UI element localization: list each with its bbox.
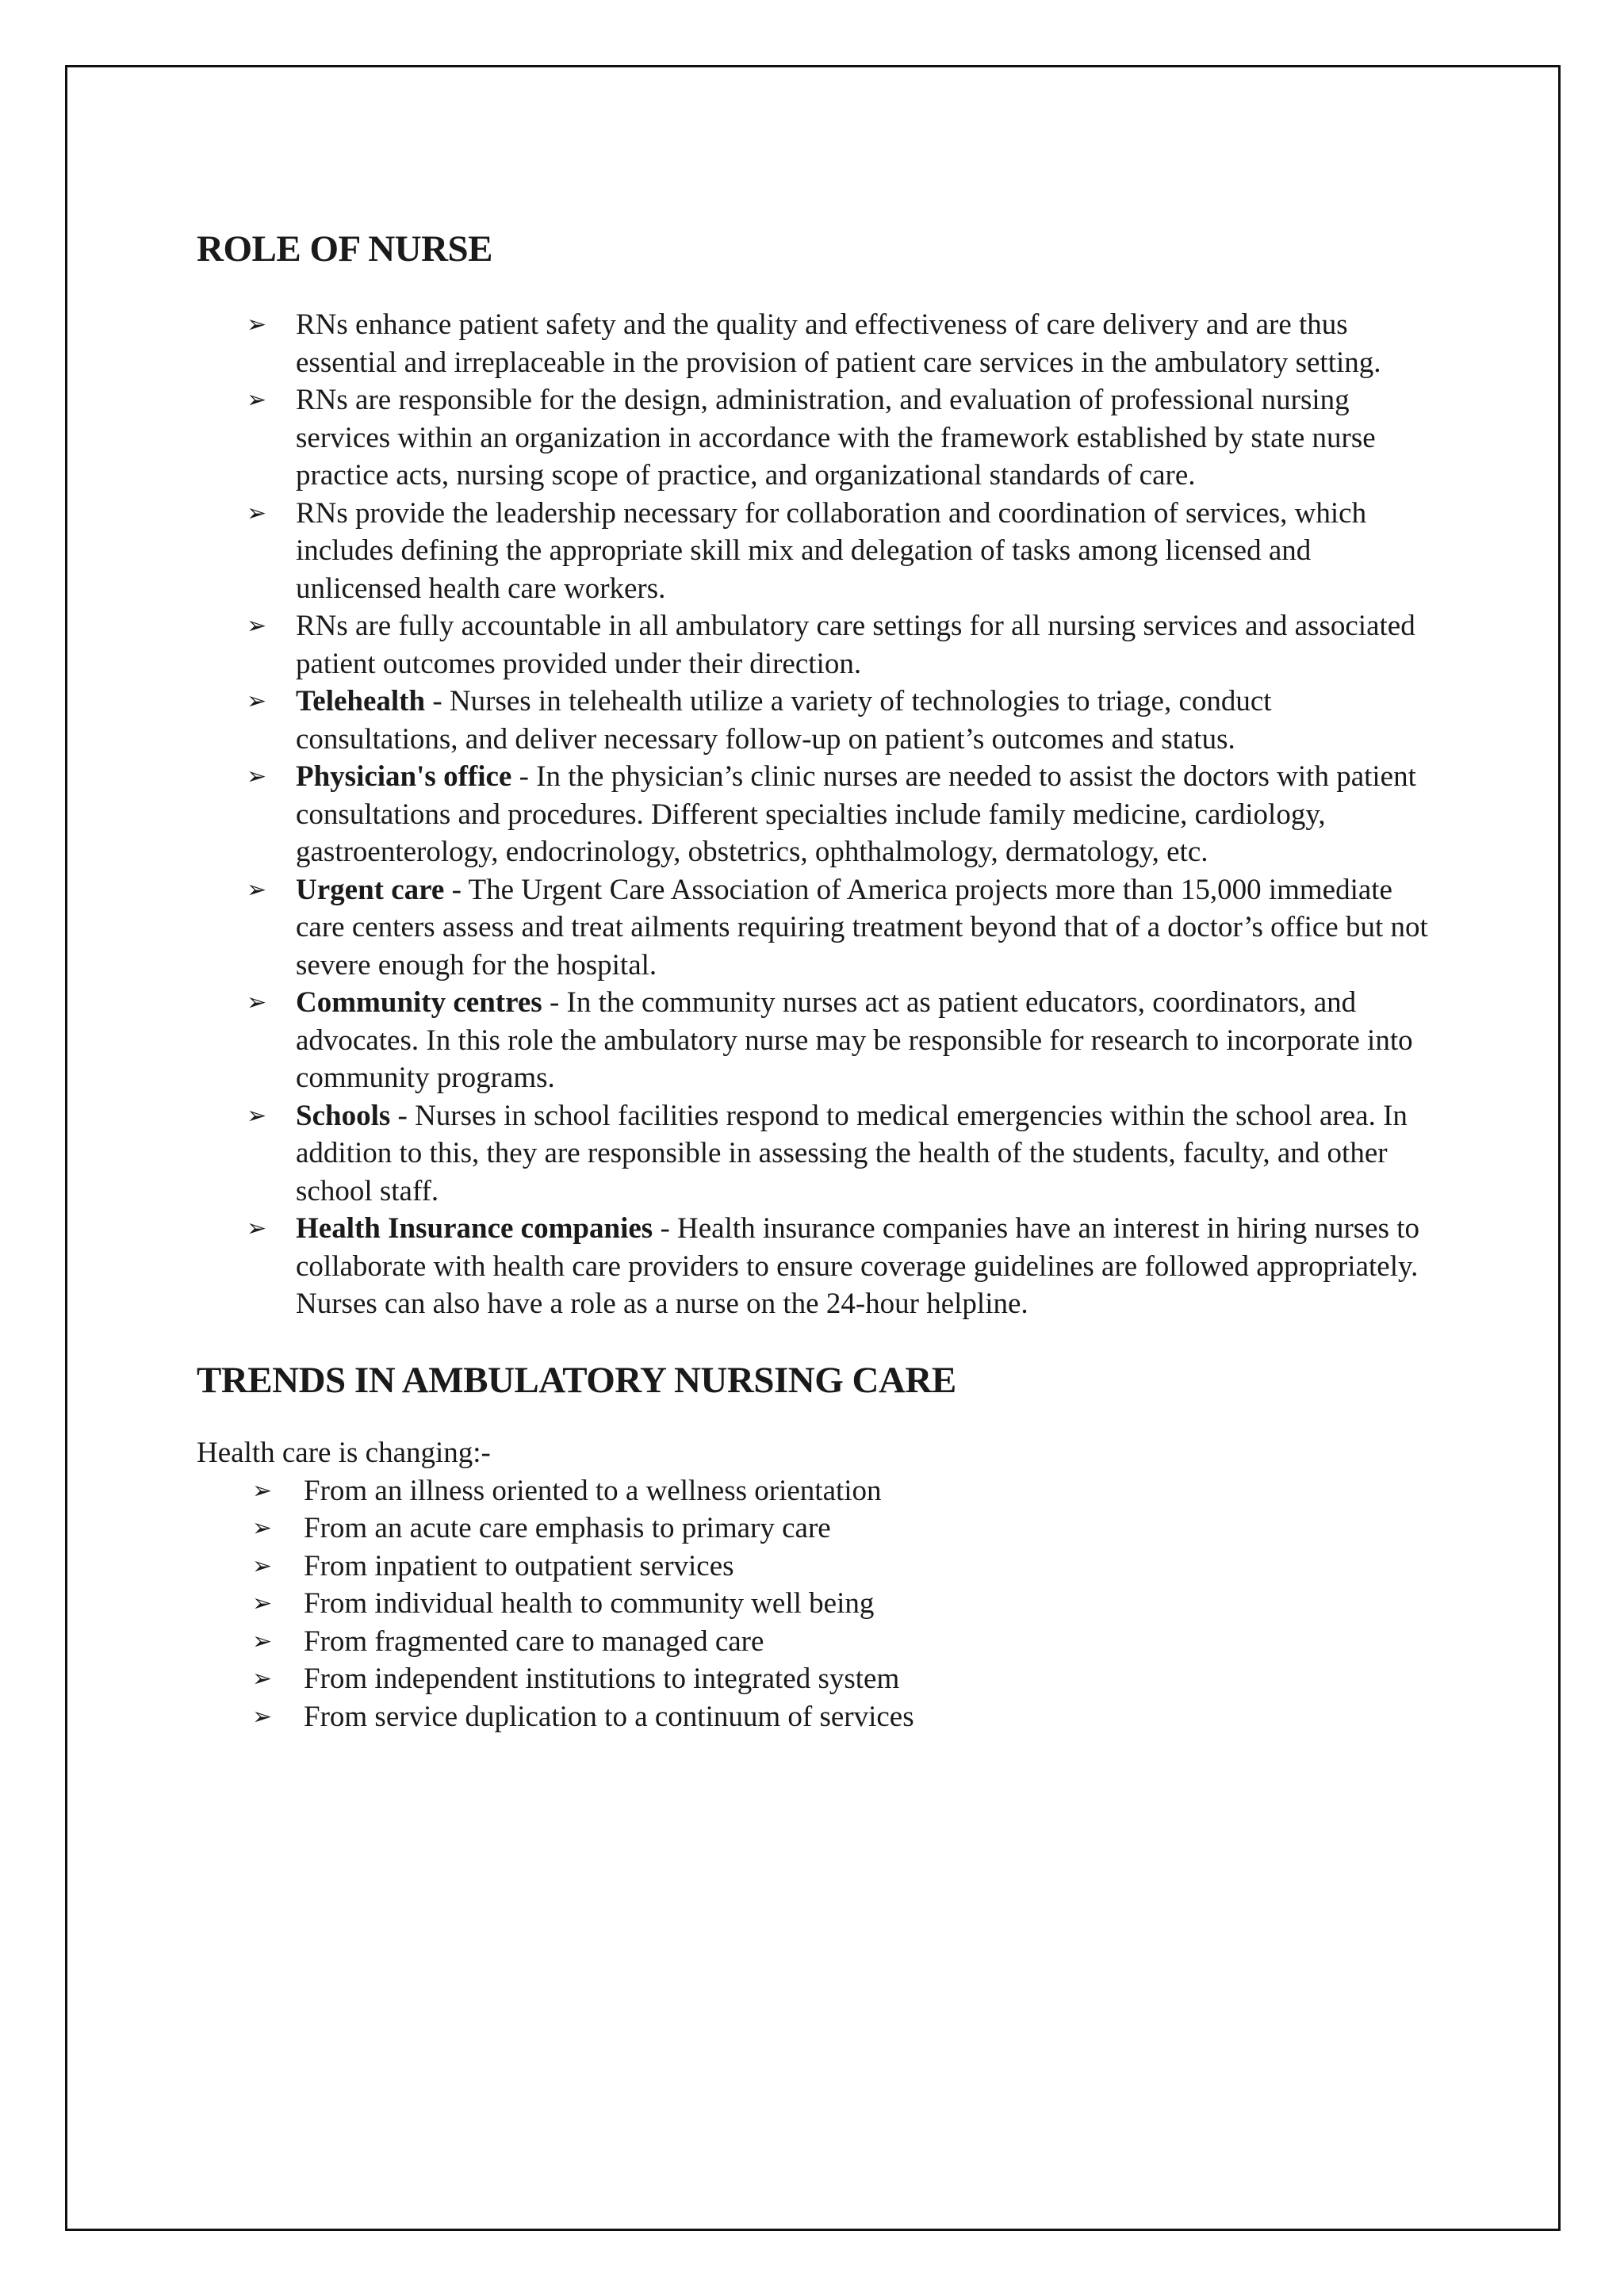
list-item bbox=[197, 871, 1434, 985]
item-lead-telehealth: Telehealth bbox=[296, 685, 426, 718]
list-item bbox=[197, 1097, 1434, 1211]
list-item bbox=[197, 1472, 1434, 1510]
item-text: - The Urgent Care Association of America projects more than 15,000 immediate care centers assess and treat ailments requiring treatment beyond that of a doctor’s office but not severe enough for the hospital. bbox=[296, 873, 1428, 982]
list-item bbox=[197, 1585, 1434, 1623]
item-text: RNs are responsible for the design, administration, and evaluation of professional nursing services within an organization in accordance with the framework established by state nurse practice acts, nursing scope of practice, and organizational standards of care. bbox=[296, 384, 1376, 492]
item-text: RNs are fully accountable in all ambulatory care settings for all nursing services and associated patient outcomes provided under their direction. bbox=[296, 610, 1415, 680]
item-lead-schools: Schools bbox=[296, 1099, 391, 1132]
arrowhead-bullet-icon: ➢ bbox=[247, 612, 267, 641]
item-lead-physicians-office: Physician's office bbox=[296, 760, 512, 794]
arrowhead-bullet-icon: ➢ bbox=[252, 1665, 273, 1693]
list-item bbox=[197, 984, 1434, 1097]
list-item bbox=[197, 1623, 1434, 1661]
list-item bbox=[197, 1548, 1434, 1586]
arrowhead-bullet-icon: ➢ bbox=[252, 1590, 273, 1618]
trends-intro: Health care is changing:- bbox=[197, 1437, 491, 1470]
role-of-nurse-heading: ROLE OF NURSE bbox=[197, 228, 493, 270]
trend-text: From an illness oriented to a wellness orientation bbox=[304, 1474, 882, 1507]
arrowhead-bullet-icon: ➢ bbox=[252, 1514, 273, 1543]
trends-heading: TRENDS IN AMBULATORY NURSING CARE bbox=[197, 1359, 956, 1401]
item-text: - Nurses in school facilities respond to medical emergencies within the school area. In addition to this, they are responsible in assessing the health of the students, faculty, and other school staff. bbox=[296, 1099, 1408, 1207]
arrowhead-bullet-icon: ➢ bbox=[247, 763, 267, 791]
arrowhead-bullet-icon: ➢ bbox=[252, 1702, 273, 1731]
trend-text: From fragmented care to managed care bbox=[304, 1624, 764, 1658]
list-item bbox=[197, 1510, 1434, 1548]
item-text: - In the physician’s clinic nurses are needed to assist the doctors with patient consultations and procedures. Different specialties include family medicine, cardiology, gastroenterology, endocrinology, obstetrics, ophthalmology, dermatology, etc. bbox=[296, 760, 1416, 869]
item-lead-health-insurance: Health Insurance companies bbox=[296, 1212, 653, 1246]
arrowhead-bullet-icon: ➢ bbox=[247, 687, 267, 716]
trend-text: From service duplication to a continuum of services bbox=[304, 1700, 914, 1733]
list-item bbox=[197, 1698, 1434, 1736]
arrowhead-bullet-icon: ➢ bbox=[247, 311, 267, 339]
item-text: - Health insurance companies have an interest in hiring nurses to collaborate with health care providers to ensure coverage guidelines are followed appropriately. Nurses can also have a role as a nurse on the 24-hour helpline. bbox=[296, 1212, 1420, 1321]
list-item bbox=[197, 1660, 1434, 1698]
arrowhead-bullet-icon: ➢ bbox=[247, 1215, 267, 1243]
list-item bbox=[197, 306, 1434, 381]
trend-text: From inpatient to outpatient services bbox=[304, 1549, 734, 1582]
list-item bbox=[197, 607, 1434, 683]
role-list bbox=[197, 306, 1434, 1323]
trend-text: From individual health to community well being bbox=[304, 1587, 875, 1621]
list-item bbox=[197, 758, 1434, 871]
arrowhead-bullet-icon: ➢ bbox=[247, 875, 267, 904]
list-item bbox=[197, 495, 1434, 608]
item-text: - Nurses in telehealth utilize a variety of technologies to triage, conduct consultations, and deliver necessary follow-up on patient’s outcomes and status. bbox=[296, 685, 1272, 756]
arrowhead-bullet-icon: ➢ bbox=[247, 386, 267, 415]
item-text: RNs enhance patient safety and the quality and effectiveness of care delivery and are thus essential and irreplaceable in the provision of patient care services in the ambulatory setting. bbox=[296, 308, 1381, 379]
arrowhead-bullet-icon: ➢ bbox=[247, 499, 267, 527]
document-body bbox=[197, 227, 1434, 1735]
arrowhead-bullet-icon: ➢ bbox=[247, 989, 267, 1017]
arrowhead-bullet-icon: ➢ bbox=[247, 1101, 267, 1130]
item-text: RNs provide the leadership necessary for collaboration and coordination of services, which includes defining the appropriate skill mix and delegation of tasks among licensed and unlicensed health care workers. bbox=[296, 496, 1367, 605]
arrowhead-bullet-icon: ➢ bbox=[252, 1627, 273, 1655]
item-lead-urgent-care: Urgent care bbox=[296, 873, 445, 906]
trend-list bbox=[197, 1472, 1434, 1736]
arrowhead-bullet-icon: ➢ bbox=[252, 1552, 273, 1580]
list-item bbox=[197, 1210, 1434, 1323]
list-item bbox=[197, 683, 1434, 758]
list-item bbox=[197, 381, 1434, 495]
item-text: - In the community nurses act as patient educators, coordinators, and advocates. In this role the ambulatory nurse may be responsible for research to incorporate into community programs. bbox=[296, 986, 1413, 1095]
item-lead-community-centres: Community centres bbox=[296, 986, 542, 1020]
trend-text: From independent institutions to integrated system bbox=[304, 1663, 900, 1696]
arrowhead-bullet-icon: ➢ bbox=[252, 1476, 273, 1505]
trend-text: From an acute care emphasis to primary care bbox=[304, 1512, 831, 1545]
